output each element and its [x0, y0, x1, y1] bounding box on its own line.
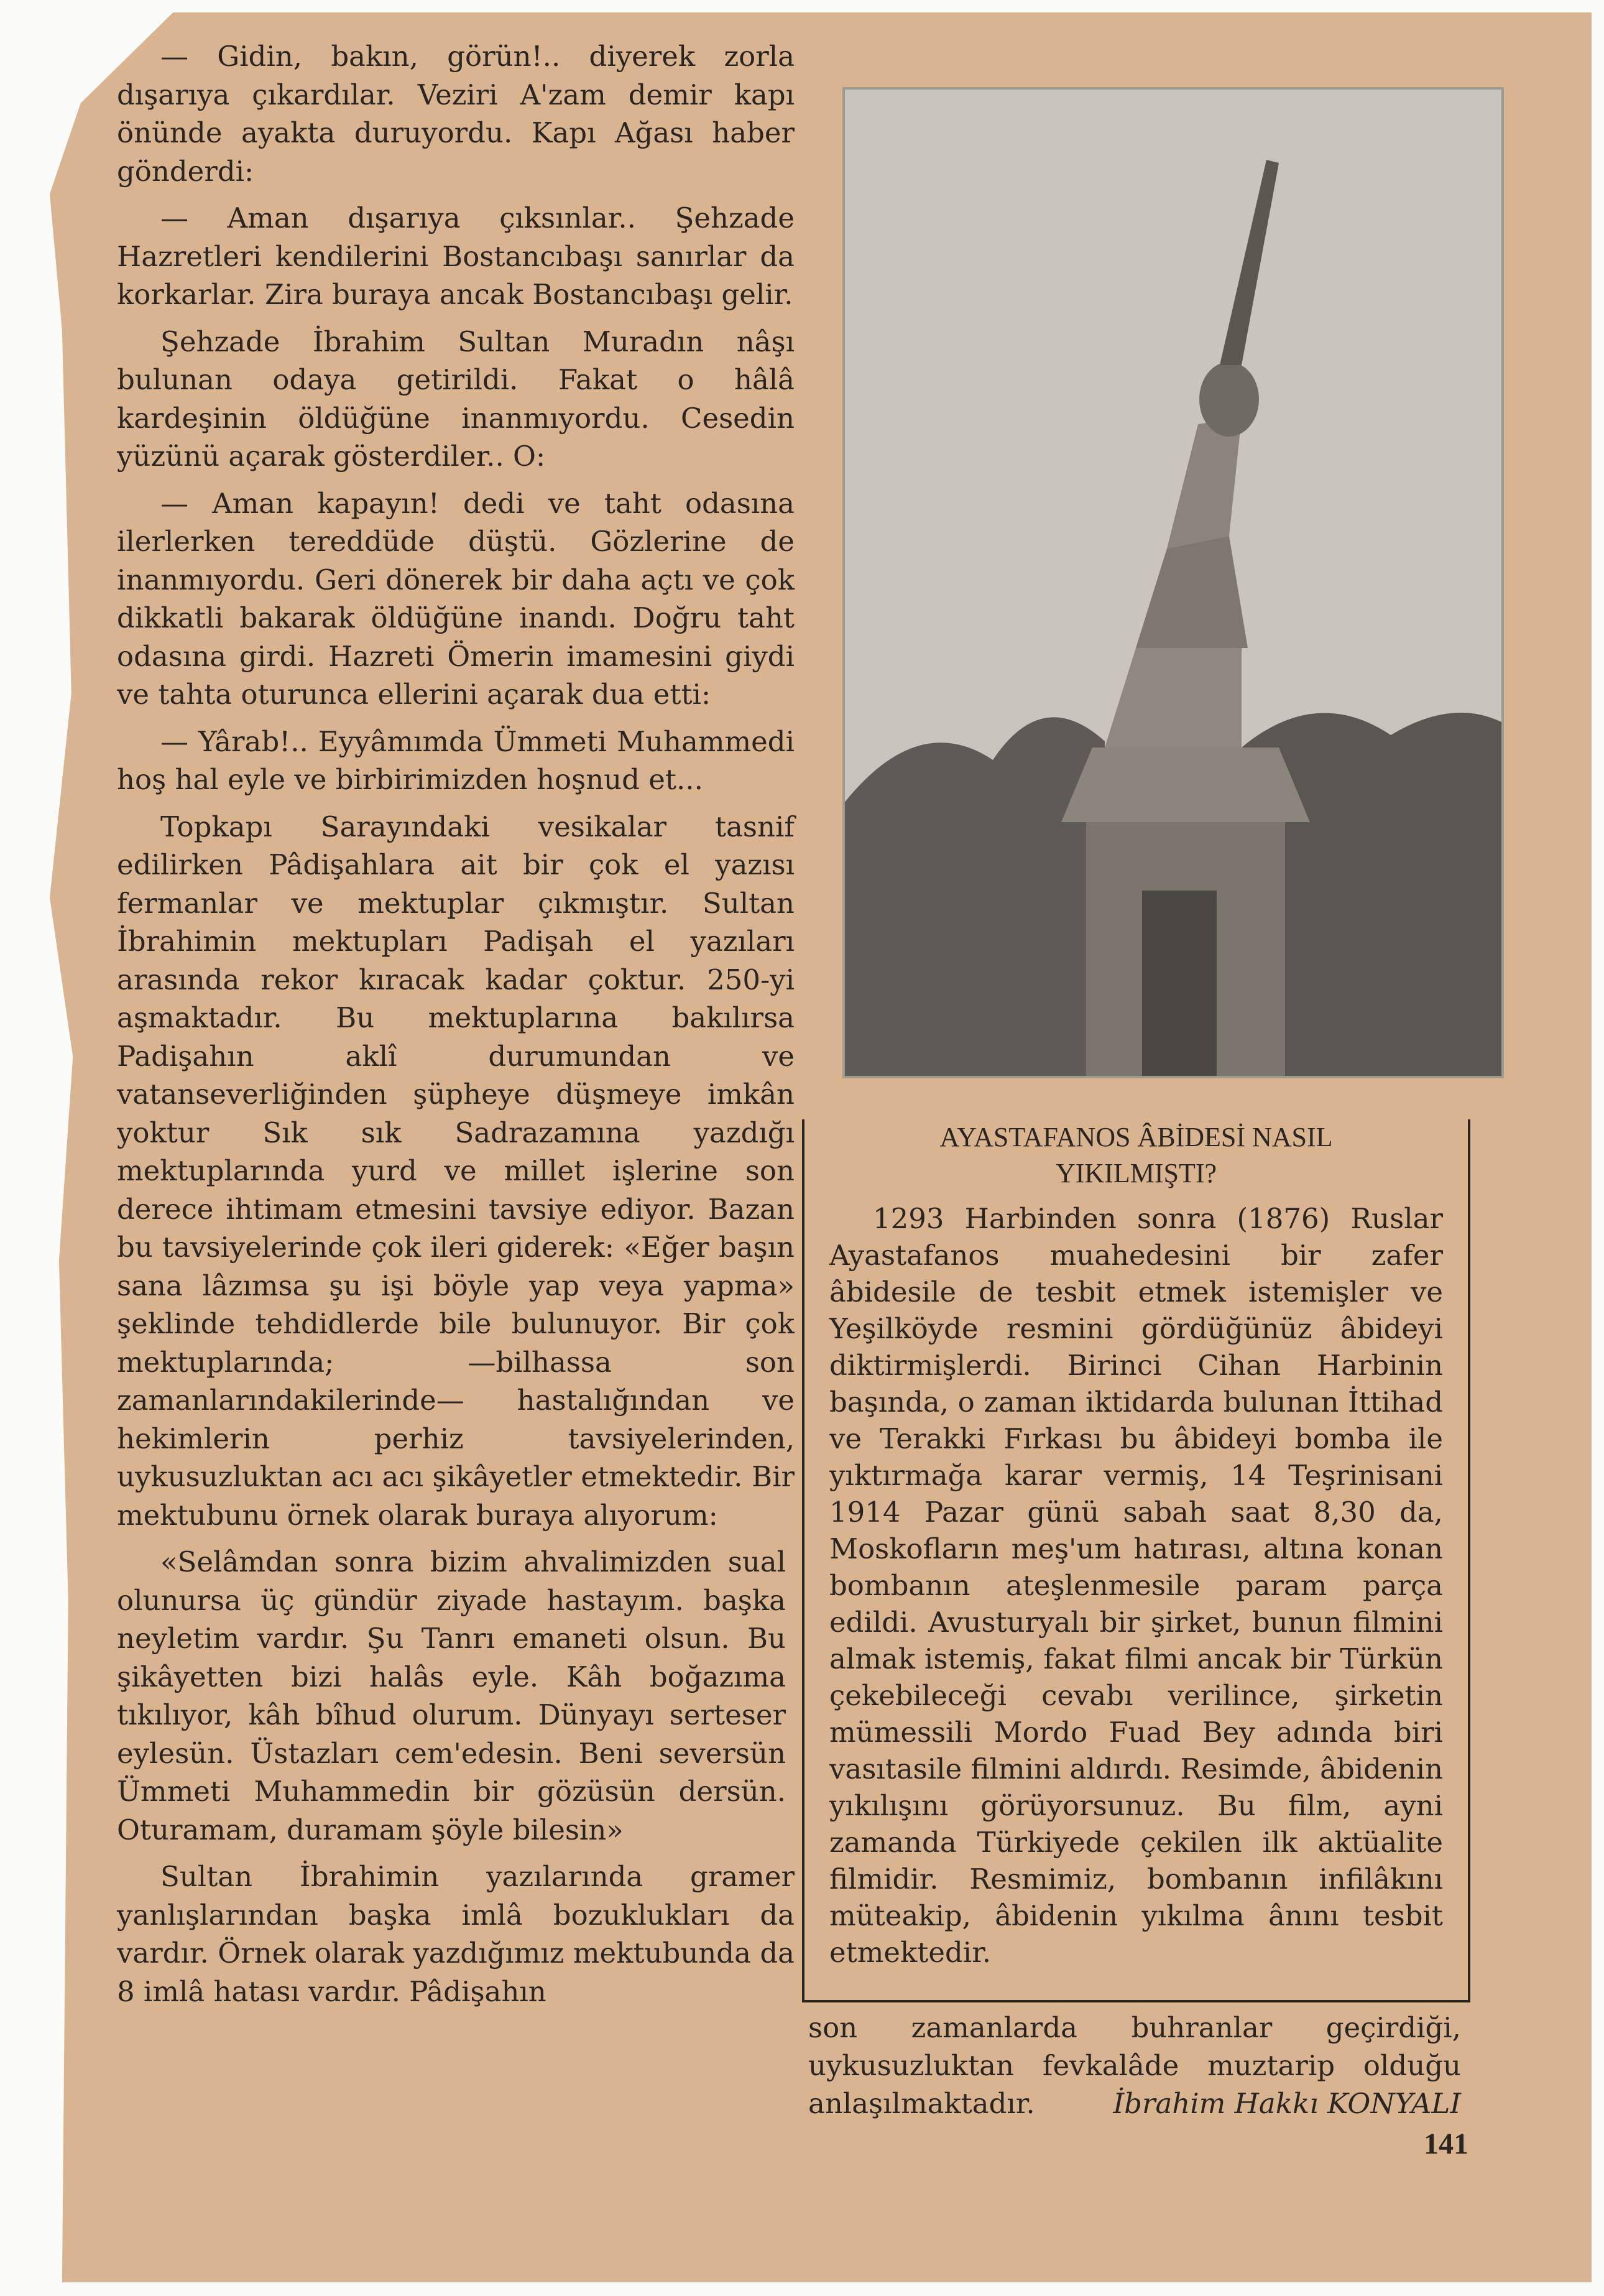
- box-body: 1293 Harbinden sonra (1876) Ruslar Ayastafanos muahedesini bir zafer âbidesile de tesbit etmek istemişler ve Yeşilköyde resmini gördüğünüz âbideyi diktirmişlerdi. Birinci Cihan Harbinin başında, o zaman iktidarda bulunan İttihad ve Terakki Fırkası bu âbideyi bomba ile yıktırmağa karar vermiş, 14 Teşrinisani 1914 Pazar günü sabah saat 8,30 da, Moskofların meş'um hatırası, altına konan bombanın ateşlenmesile param parça edildi. Avusturyalı bir şirket, bunun filmini almak istemiş, fakat filmi ancak bir Türkün çekebileceği cevabı verilince, şirketin mümessili Mordo Fuad Bey adında biri vasıtasile filmini aldırdı. Resimde, âbidenin yıkılışını görüyorsunuz. Bu film, ayni zamanda Türkiyede çekilen ilk aktüalite filmidir. Resmimiz, bombanın infilâkını müteakip, âbidenin yıkılma ânını tesbit etmektedir.: [829, 1202, 1443, 1969]
- left-column: [117, 37, 795, 2019]
- paragraph: — Yârab!.. Eyyâmımda Ümmeti Muhammedi hoş hal eyle ve birbirimizden hoşnud et...: [117, 724, 795, 796]
- paragraph: — Aman dışarıya çıksınlar.. Şehzade Hazretleri kendilerini Bostancıbaşı sanırlar da korkarlar. Zira buraya ancak Bostancıbaşı gelir.: [117, 201, 795, 311]
- sidebar-box: [802, 1119, 1470, 2002]
- box-title-line2: YIKILMIŞTI?: [1055, 1158, 1217, 1188]
- right-bottom-text: [808, 2009, 1461, 2122]
- page-number: 141: [1424, 2127, 1468, 2160]
- author-signature: İbrahim Hakkı KONYALI: [1113, 2087, 1461, 2120]
- paragraph: Topkapı Sarayındaki vesikalar tasnif edilirken Pâdişahlara ait bir çok el yazısı fermanlar ve mektuplar çıkmıştır. Sultan İbrahimin mektupları Padişah el yazıları arasında rekor kıracak kadar çoktur. 250-yi aşmaktadır. Bu mektuplarına bakılırsa Padişahın aklî durumundan ve vatanseverliğinden şüpheye düşmeye imkân yoktur Sık sık Sadrazamına yazdığı mektuplarında yurd ve millet işlerine son derece ihtimam etmesini tavsiye ediyor. Bazan bu tavsiyelerinde çok ileri giderek: «Eğer başın sana lâzımsa şu işi böyle yap veya yapma» şeklinde tehdidlerde bile bulunuyor. Bir çok mektuplarında; —bilhassa son zamanlarındakilerinde— hastalığından ve hekimlerin perhiz tavsiyelerinden, uykusuzluktan acı acı şikâyetler etmektedir. Bir mektubunu örnek olarak buraya alıyorum:: [117, 810, 795, 1532]
- paragraph: — Gidin, bakın, görün!.. diyerek zorla dışarıya çıkardılar. Veziri A'zam demir kapı önünde ayakta duruyordu. Kapı Ağası haber gönderdi:: [117, 40, 795, 188]
- photo-image: [844, 88, 1503, 1077]
- closing-paragraph: son zamanlarda buhranlar geçirdiği, uykusuzluktan fevkalâde muztarip olduğu anlaşılmaktadır.: [808, 2011, 1461, 2120]
- paragraph: Sultan İbrahimin yazılarında gramer yanlışlarından başka imlâ bozuklukları da vardır. Örnek olarak yazdığımız mektubunda da 8 imlâ hatası vardır. Pâdişahın: [117, 1860, 795, 2008]
- paragraph: Şehzade İbrahim Sultan Muradın nâşı bulunan odaya getirildi. Fakat o hâlâ kardeşinin öldüğüne inanmıyordu. Cesedin yüzünü açarak gösterdiler.. O:: [117, 325, 795, 473]
- monument-photo: [842, 87, 1504, 1078]
- quoted-letter: «Selâmdan sonra bizim ahvalimizden sual olunursa üç gündür ziyade hastayım. başka neyletim vardır. Şu Tanrı emaneti olsun. Bu şikâyetten bizi halâs eyle. Kâh boğazıma tıkılıyor, kâh bîhud olurum. Dünyayı serteser eylesün. Üstazları cem'edesin. Beni seversün Ümmeti Muhammedin bir gözüsün dersün. Oturamam, duramam şöyle bilesin»: [117, 1545, 786, 1846]
- box-title-line1: AYASTAFANOS ÂBİDESİ NASIL: [939, 1122, 1333, 1152]
- paragraph: — Aman kapayın! dedi ve taht odasına ilerlerken tereddüde düştü. Gözlerine de inanmıyordu. Geri dönerek bir daha açtı ve çok dikkatli bakarak öldüğüne inandı. Doğru taht odasına girdi. Hazreti Ömerin imamesini giydi ve tahta oturunca ellerini açarak dua etti:: [117, 486, 795, 711]
- box-title: [829, 1119, 1443, 1192]
